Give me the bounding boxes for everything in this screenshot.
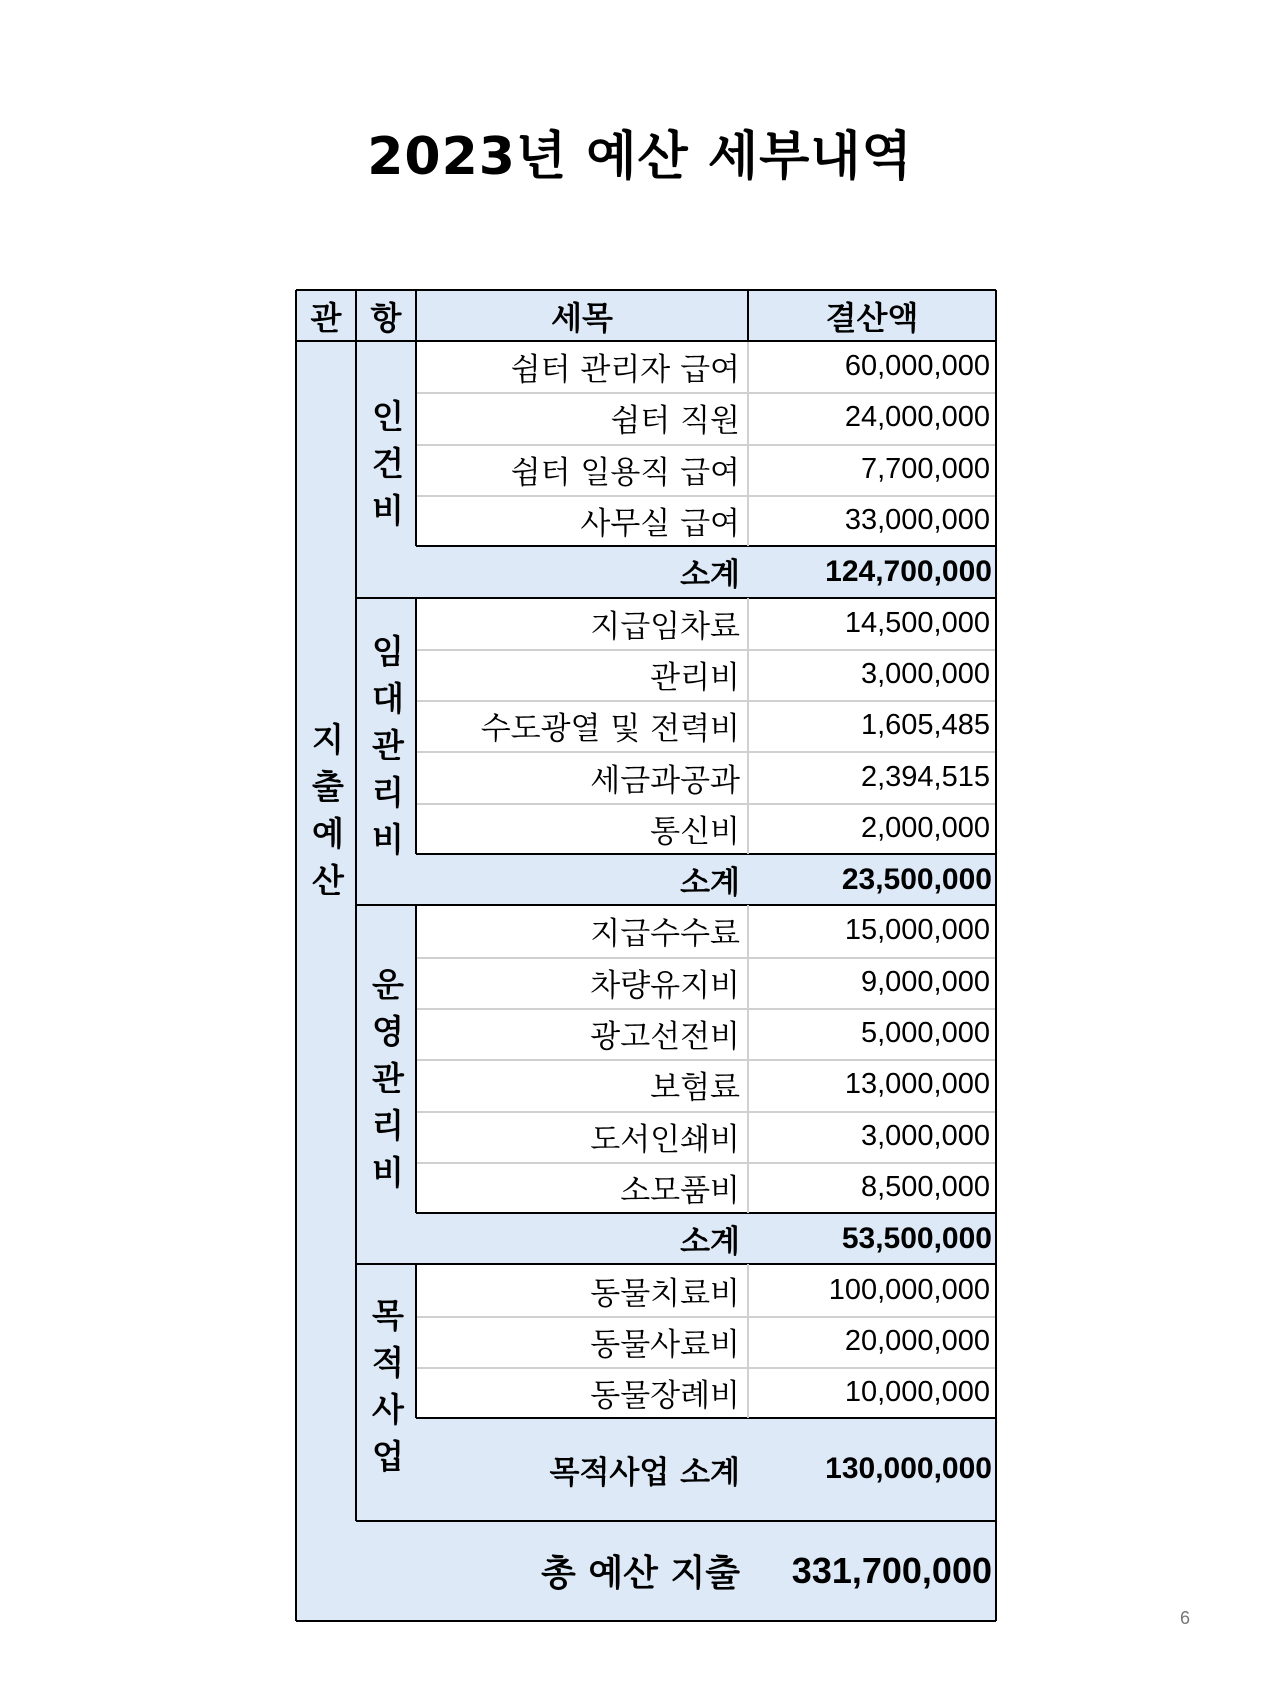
row-divider [416,803,996,805]
subtotal-label: 소계 [680,557,740,594]
item-name: 동물장례비 [590,1378,740,1415]
item-amount: 8,500,000 [860,1170,990,1203]
semok-amount-divider [747,905,749,1213]
item-name: 관리비 [650,659,740,696]
row-divider [416,957,996,959]
item-amount: 100,000,000 [828,1273,990,1306]
total-label: 총 예산 지출 [541,1553,740,1595]
item-amount: 60,000,000 [844,350,990,383]
item-amount: 5,000,000 [860,1017,990,1050]
subtotal-label: 소계 [680,865,740,902]
outer-top [296,289,996,291]
item-name: 통신비 [650,813,740,850]
item-amount: 10,000,000 [844,1376,990,1409]
semok-amount-divider [747,1264,749,1418]
item-name: 동물사료비 [590,1326,740,1363]
subtotal-amount: 23,500,000 [841,862,992,896]
hang-right-border [415,905,417,1213]
hang-right-border [415,341,417,546]
group-top-border [356,597,996,599]
item-name: 수도광열 및 전력비 [480,711,740,748]
outer-right [995,290,997,1621]
header-bottom [296,340,996,342]
item-name: 쉼터 일용직 급여 [510,454,740,491]
header-amount: 결산액 [825,298,919,337]
item-amount: 15,000,000 [844,914,990,947]
items-bottom-border [416,545,996,547]
row-divider [416,1162,996,1164]
item-name: 쉼터 직원 [610,403,740,440]
item-name: 보험료 [650,1070,740,1107]
items-bottom-border [416,1212,996,1214]
header-gwan: 관 [310,298,342,337]
item-name: 광고선전비 [590,1019,740,1056]
gwan-label: 지출예산 [306,721,346,910]
header-semok-right [747,290,749,341]
item-name: 쉼터 관리자 급여 [510,352,740,389]
item-amount: 33,000,000 [844,504,990,537]
item-name: 동물치료비 [590,1275,740,1312]
outer-left [295,290,297,1621]
semok-amount-divider [747,598,749,855]
subtotal-amount: 124,700,000 [825,554,992,588]
item-name: 도서인쇄비 [590,1121,740,1158]
item-amount: 2,000,000 [860,811,990,844]
row-divider [416,1367,996,1369]
item-amount: 20,000,000 [844,1324,990,1357]
item-amount: 9,000,000 [860,965,990,998]
header-semok: 세목 [551,298,613,337]
page-number: 6 [1180,1608,1191,1628]
hang-label: 인건비 [366,398,406,540]
hang-label: 운영관리비 [366,967,406,1203]
item-name: 소모품비 [620,1172,740,1209]
row-divider [416,700,996,702]
subtotal-label: 소계 [680,1224,740,1261]
item-amount: 14,500,000 [844,606,990,639]
item-name: 지급임차료 [590,608,740,645]
header-hang-right [415,290,417,341]
item-name: 차량유지비 [590,967,740,1004]
header-hang: 항 [370,298,402,337]
item-amount: 3,000,000 [860,1119,990,1152]
row-divider [416,649,996,651]
items-bottom-border [416,1417,996,1419]
total-top-border [356,1520,996,1522]
hang-right-border [415,598,417,855]
item-name: 사무실 급여 [580,506,740,543]
row-divider [416,1111,996,1113]
row-divider [416,392,996,394]
subtotal-amount: 53,500,000 [841,1221,992,1255]
hang-label: 목적사업 [366,1298,406,1487]
total-amount: 331,700,000 [791,1549,992,1591]
group-top-border [356,904,996,906]
item-amount: 1,605,485 [860,709,990,742]
row-divider [416,444,996,446]
hang-right-border [415,1264,417,1418]
outer-bottom [296,1620,996,1622]
row-divider [416,1316,996,1318]
item-amount: 13,000,000 [844,1068,990,1101]
item-amount: 3,000,000 [860,657,990,690]
row-divider [416,751,996,753]
item-name: 지급수수료 [590,916,740,953]
group-top-border [356,1263,996,1265]
item-amount: 2,394,515 [860,760,990,793]
row-divider [416,1059,996,1061]
row-divider [416,495,996,497]
gwan-right-border [355,290,357,1521]
item-amount: 24,000,000 [844,401,990,434]
item-name: 세금과공과 [590,762,740,799]
hang-label: 임대관리비 [366,633,406,869]
row-divider [416,1008,996,1010]
subtotal-amount: 130,000,000 [825,1452,992,1486]
items-bottom-border [416,853,996,855]
page-title: 2023년 예산 세부내역 [367,127,913,187]
item-amount: 7,700,000 [860,452,990,485]
semok-amount-divider [747,341,749,546]
subtotal-label: 목적사업 소계 [549,1454,740,1491]
